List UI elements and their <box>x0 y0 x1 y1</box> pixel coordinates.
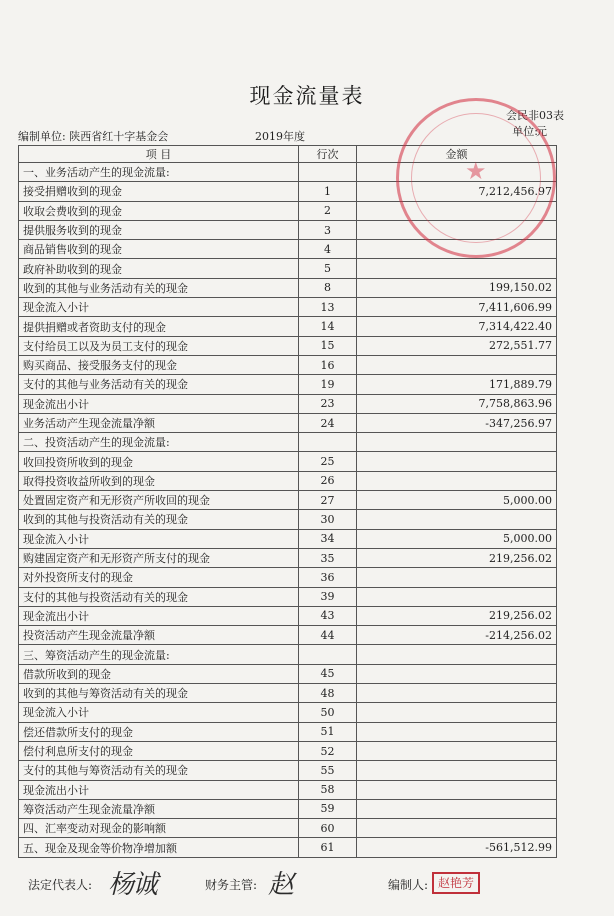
row-amount <box>357 684 557 703</box>
row-item: 支付的其他与筹资活动有关的现金 <box>19 761 299 780</box>
row-item: 提供捐赠或者资助支付的现金 <box>19 317 299 336</box>
row-amount: 7,212,456.97 <box>357 182 557 201</box>
row-amount <box>357 664 557 683</box>
table-row <box>19 452 557 471</box>
row-item: 政府补助收到的现金 <box>19 259 299 278</box>
row-amount: 171,889.79 <box>357 375 557 394</box>
unit-value: 元 <box>536 125 547 138</box>
row-line-number <box>299 645 357 664</box>
report-year: 2019年度 <box>255 130 305 143</box>
table-row <box>19 626 557 645</box>
row-item: 接受捐赠收到的现金 <box>19 182 299 201</box>
table-row <box>19 761 557 780</box>
row-item: 现金流出小计 <box>19 606 299 625</box>
row-line-number: 52 <box>299 741 357 760</box>
row-item: 支付的其他与投资活动有关的现金 <box>19 587 299 606</box>
row-amount <box>357 780 557 799</box>
row-item: 五、现金及现金等价物净增加额 <box>19 838 299 857</box>
table-row <box>19 278 557 297</box>
table-body <box>19 163 557 858</box>
table-row <box>19 548 557 567</box>
row-line-number: 25 <box>299 452 357 471</box>
table-row <box>19 780 557 799</box>
row-amount: 7,758,863.96 <box>357 394 557 413</box>
row-line-number: 60 <box>299 819 357 838</box>
row-amount: 7,411,606.99 <box>357 298 557 317</box>
row-line-number: 13 <box>299 298 357 317</box>
table-row <box>19 722 557 741</box>
row-amount: -214,256.02 <box>357 626 557 645</box>
row-amount <box>357 452 557 471</box>
row-line-number <box>299 163 357 182</box>
row-item: 一、业务活动产生的现金流量: <box>19 163 299 182</box>
table-row <box>19 664 557 683</box>
table-row <box>19 394 557 413</box>
row-item: 现金流入小计 <box>19 703 299 722</box>
table-row <box>19 491 557 510</box>
row-item: 借款所收到的现金 <box>19 664 299 683</box>
row-amount <box>357 819 557 838</box>
row-amount: -561,512.99 <box>357 838 557 857</box>
row-line-number: 51 <box>299 722 357 741</box>
row-amount <box>357 703 557 722</box>
row-item: 偿还借款所支付的现金 <box>19 722 299 741</box>
table-row <box>19 298 557 317</box>
row-line-number: 4 <box>299 240 357 259</box>
row-line-number: 15 <box>299 336 357 355</box>
preparing-organization: 编制单位: 陕西省红十字基金会 <box>18 130 169 143</box>
form-number: 会民非03表 <box>506 109 564 122</box>
row-amount <box>357 799 557 818</box>
row-amount: 5,000.00 <box>357 491 557 510</box>
row-amount <box>357 645 557 664</box>
row-line-number: 44 <box>299 626 357 645</box>
row-item: 投资活动产生现金流量净额 <box>19 626 299 645</box>
legal-rep-signature: 杨诚 <box>108 870 157 900</box>
row-line-number: 36 <box>299 568 357 587</box>
table-row <box>19 606 557 625</box>
row-item: 收到的其他与投资活动有关的现金 <box>19 510 299 529</box>
row-line-number: 1 <box>299 182 357 201</box>
legal-rep-label: 法定代表人: <box>28 878 93 892</box>
row-line-number: 39 <box>299 587 357 606</box>
table-row <box>19 471 557 490</box>
row-item: 提供服务收到的现金 <box>19 220 299 239</box>
table-row <box>19 510 557 529</box>
row-line-number: 61 <box>299 838 357 857</box>
row-amount <box>357 355 557 374</box>
table-row <box>19 259 557 278</box>
row-amount: 7,314,422.40 <box>357 317 557 336</box>
header-amount: 金额 <box>357 146 557 163</box>
row-item: 二、投资活动产生的现金流量: <box>19 433 299 452</box>
row-amount <box>357 722 557 741</box>
row-item: 购建固定资产和无形资产所支付的现金 <box>19 548 299 567</box>
row-item: 支付的其他与业务活动有关的现金 <box>19 375 299 394</box>
report-title: 现金流量表 <box>249 84 365 108</box>
row-amount <box>357 259 557 278</box>
row-amount: 5,000.00 <box>357 529 557 548</box>
row-line-number: 58 <box>299 780 357 799</box>
row-amount: -347,256.97 <box>357 413 557 432</box>
row-line-number: 3 <box>299 220 357 239</box>
row-amount <box>357 510 557 529</box>
finance-signature: 赵 <box>268 870 293 900</box>
table-row <box>19 317 557 336</box>
row-line-number: 50 <box>299 703 357 722</box>
row-amount: 219,256.02 <box>357 606 557 625</box>
row-item: 收到的其他与筹资活动有关的现金 <box>19 684 299 703</box>
row-item: 收回投资所收到的现金 <box>19 452 299 471</box>
table-row <box>19 684 557 703</box>
row-line-number: 35 <box>299 548 357 567</box>
row-item: 现金流出小计 <box>19 394 299 413</box>
row-amount <box>357 568 557 587</box>
row-item: 购买商品、接受服务支付的现金 <box>19 355 299 374</box>
row-amount <box>357 433 557 452</box>
row-line-number: 55 <box>299 761 357 780</box>
table-row <box>19 336 557 355</box>
row-line-number: 2 <box>299 201 357 220</box>
row-amount <box>357 761 557 780</box>
row-item: 现金流出小计 <box>19 780 299 799</box>
table-row <box>19 741 557 760</box>
row-line-number: 48 <box>299 684 357 703</box>
row-amount: 272,551.77 <box>357 336 557 355</box>
table-row <box>19 568 557 587</box>
row-item: 支付给员工以及为员工支付的现金 <box>19 336 299 355</box>
header-item: 项 目 <box>19 146 299 163</box>
company-seal-icon <box>396 98 556 258</box>
unit-label: 单位: <box>512 125 538 138</box>
row-amount <box>357 741 557 760</box>
preparer-label: 编制人: <box>388 878 429 892</box>
table-row <box>19 375 557 394</box>
table-row <box>19 645 557 664</box>
row-item: 现金流入小计 <box>19 298 299 317</box>
row-item: 现金流入小计 <box>19 529 299 548</box>
row-item: 取得投资收益所收到的现金 <box>19 471 299 490</box>
table-row <box>19 819 557 838</box>
table-row <box>19 838 557 857</box>
row-item: 偿付利息所支付的现金 <box>19 741 299 760</box>
row-line-number: 16 <box>299 355 357 374</box>
row-line-number: 43 <box>299 606 357 625</box>
row-item: 四、汇率变动对现金的影响额 <box>19 819 299 838</box>
row-item: 对外投资所支付的现金 <box>19 568 299 587</box>
row-line-number: 34 <box>299 529 357 548</box>
row-item: 收到的其他与业务活动有关的现金 <box>19 278 299 297</box>
row-item: 三、筹资活动产生的现金流量: <box>19 645 299 664</box>
row-line-number: 26 <box>299 471 357 490</box>
table-row <box>19 433 557 452</box>
row-line-number: 23 <box>299 394 357 413</box>
row-item: 商品销售收到的现金 <box>19 240 299 259</box>
row-line-number <box>299 433 357 452</box>
header-line: 行次 <box>299 146 357 163</box>
row-item: 业务活动产生现金流量净额 <box>19 413 299 432</box>
preparer-stamp: 赵艳芳 <box>432 872 480 894</box>
table-row <box>19 355 557 374</box>
row-line-number: 45 <box>299 664 357 683</box>
row-line-number: 24 <box>299 413 357 432</box>
table-row <box>19 587 557 606</box>
row-item: 收取会费收到的现金 <box>19 201 299 220</box>
row-line-number: 59 <box>299 799 357 818</box>
row-line-number: 8 <box>299 278 357 297</box>
seal-star-icon: ★ <box>465 157 487 185</box>
row-amount: 219,256.02 <box>357 548 557 567</box>
row-amount: 199,150.02 <box>357 278 557 297</box>
row-line-number: 14 <box>299 317 357 336</box>
finance-label: 财务主管: <box>205 878 258 892</box>
row-amount <box>357 471 557 490</box>
table-row <box>19 703 557 722</box>
row-item: 筹资活动产生现金流量净额 <box>19 799 299 818</box>
row-item: 处置固定资产和无形资产所收回的现金 <box>19 491 299 510</box>
row-line-number: 19 <box>299 375 357 394</box>
row-line-number: 27 <box>299 491 357 510</box>
row-amount <box>357 587 557 606</box>
table-row <box>19 529 557 548</box>
row-line-number: 5 <box>299 259 357 278</box>
table-row <box>19 413 557 432</box>
table-row <box>19 799 557 818</box>
row-line-number: 30 <box>299 510 357 529</box>
